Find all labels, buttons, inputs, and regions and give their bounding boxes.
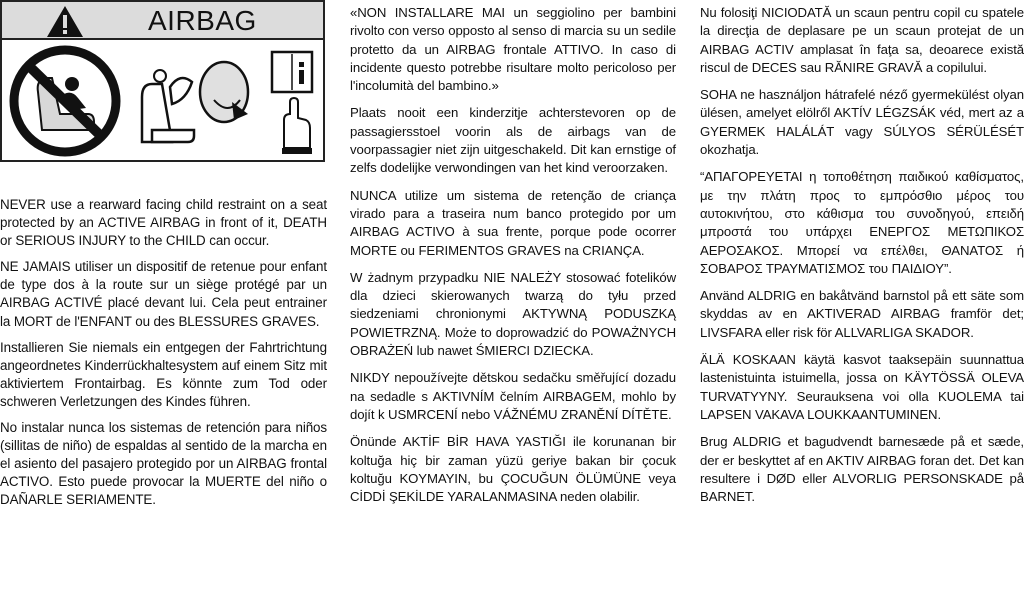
warning-text-de: Installieren Sie niemals ein entgegen der Fahrtrichtung angeordnetes Kinderrückhaltesystem auf einem Sitz mit aktiviertem Frontairbag. Es könnte zum Tod oder schweren Verletzungen des Kindes führen.: [0, 339, 327, 409]
column-middle: [350, 4, 676, 515]
no-rear-facing-child-seat-icon: [14, 50, 116, 152]
warning-text-el: “ΑΠΑΓΟΡΕΥΕΤΑΙ η τοποθέτηση παιδικού καθίσματος, με την πλάτη προς το εμπρόσθιο μέρος του αυτοκινήτου, στο κάθισμα του συνοδηγού, επειδή μπροστά του υπάρχει ΕΝΕΡΓΟΣ ΜΕΤΩΠΙΚΟΣ ΑΕΡΟΣΑΚΟΣ. Μπορεί να επέλθει, ΘΑΝΑΤΟΣ ή ΣΟΒΑΡΟΣ ΤΡΑΥΜΑΤΙΣΜΟΣ του ΠΑΙΔΙΟΥ”.: [700, 169, 1024, 276]
label-pictograms: [2, 42, 323, 160]
warning-text-en: NEVER use a rearward facing child restraint on a seat protected by an ACTIVE AIRBAG in front of it, DEATH or SERIOUS INJURY to the CHILD can occur.: [0, 197, 327, 249]
label-header: [2, 2, 323, 40]
warning-text-da: Brug ALDRIG et bagudvendt barnesæde på et sæde, der er beskyttet af en AKTIV AIRBAG foran det. Det kan resultere i DØD eller ALVORLIG PERSONSKADE på BARNET.: [700, 434, 1024, 505]
paragraph-group: [0, 196, 327, 518]
warning-text-hu: SOHA ne használjon hátrafelé néző gyermekülést olyan ülésen, amelyet elölről AKTÍV LÉGZSÁK véd, mert az a GYERMEK HALÁLÁT vagy SÚLYOS SÉRÜLÉSÉT okozhatja.: [700, 87, 1024, 158]
column-right: [700, 4, 1024, 515]
warning-text-cs: NIKDY nepoužívejte dětskou sedačku směřující dozadu na sedadle s AKTIVNÍM čelním AIRBAGEM, mohlo by dojít k USMRCENÍ nebo VÁŽNÉMU ZRANĚNÍ DÍTĚTE.: [350, 370, 676, 422]
warning-text-pl: W żadnym przypadku NIE NALEŻY stosować fotelików dla dzieci skierowanych twarzą do tyłu przed siedzeniami chronionymi AKTYWNĄ PODUSZKĄ POWIETRZNĄ. Może to doprowadzić do POWAŻNYCH OBRAŻEŃ lub nawet ŚMIERCI DZIECKA.: [350, 269, 676, 359]
warning-text-sv: Använd ALDRIG en bakåtvänd barnstol på ett säte som skyddas av en AKTIVERAD AIRBAG framför det; LIVSFARA eller risk för ALLVARLIGA SKADOR.: [700, 288, 1024, 340]
warning-text-pt: NUNCA utilize um sistema de retenção de criança virado para a traseira num banco protegido por um AIRBAG ACTIVO à sua frente, porque pode ocorrer MORTE ou FERIMENTOS GRAVES na CRIANÇA.: [350, 187, 676, 258]
warning-text-tr: Önünde AKTİF BİR HAVA YASTIĞI ile korunanan bir koltuğa hiç bir zaman yüzü geriye bakan bir çocuk koltuğu KOYMAYIN, bu ÇOCUĞUN ÖLÜMÜNE veya CİDDİ ŞEKİLDE YARALANMASINA neden olabilir.: [350, 434, 676, 505]
warning-text-fr: NE JAMAIS utiliser un dispositif de retenue pour enfant de type dos à la route sur un siège protégé par un AIRBAG ACTIVÉ placé devant lui. Cela peut entrainer la MORT de l'ENFANT ou des BLESSURES GRAVES.: [0, 259, 327, 329]
airbag-deploy-icon: [133, 46, 259, 156]
warning-text-ro: Nu folosiţi NICIODATĂ un scaun pentru copil cu spatele la direcţia de deplasare pe un scaun protejat de un AIRBAG ACTIV amplasat în faţa sa, deoarece există riscul de DECES sau RĂNIRE GRAVĂ a copilului.: [700, 5, 1024, 75]
warning-text-it: «NON INSTALLARE MAI un seggiolino per bambini rivolto con verso opposto al senso di marcia su un sedile protetto da un AIRBAG frontale ATTIVO. In caso di incidente questo potrebbe risultare molto pericoloso per l'incolumità del bambino.»: [350, 5, 676, 94]
warning-text-nl: Plaats nooit een kinderzitje achterstevoren op de passagiersstoel voorin als de airbags van de voorpassagier niet zijn uitgeschakeld. Dit kan ernstige of zelfs dodelijke verwondingen van het kind veroorzaken.: [350, 105, 676, 176]
read-manual-icon: [272, 52, 312, 154]
label-title: AIRBAG: [148, 5, 257, 36]
warning-text-fi: ÄLÄ KOSKAAN käytä kasvot taaksepäin suunnattua lastenistuinta istuimella, jossa on KÄYTÖSSÄ OLEVA TURVATYYNY. Seurauksena voi olla KUOLEMA tai LAPSEN VAKAVA LOUKKAANTUMINEN.: [700, 352, 1024, 422]
airbag-warning-label: [0, 0, 325, 162]
warning-text-es: No instalar nunca los sistemas de retención para niños (sillitas de niño) de espaldas al sentido de la marcha en el asiento del pasajero protegido por un AIRBAG frontal ACTIVO. Esto puede provocar la MUERTE del niño o DAÑARLE SERIAMENTE.: [0, 420, 327, 508]
warning-triangle-icon: [46, 5, 84, 38]
